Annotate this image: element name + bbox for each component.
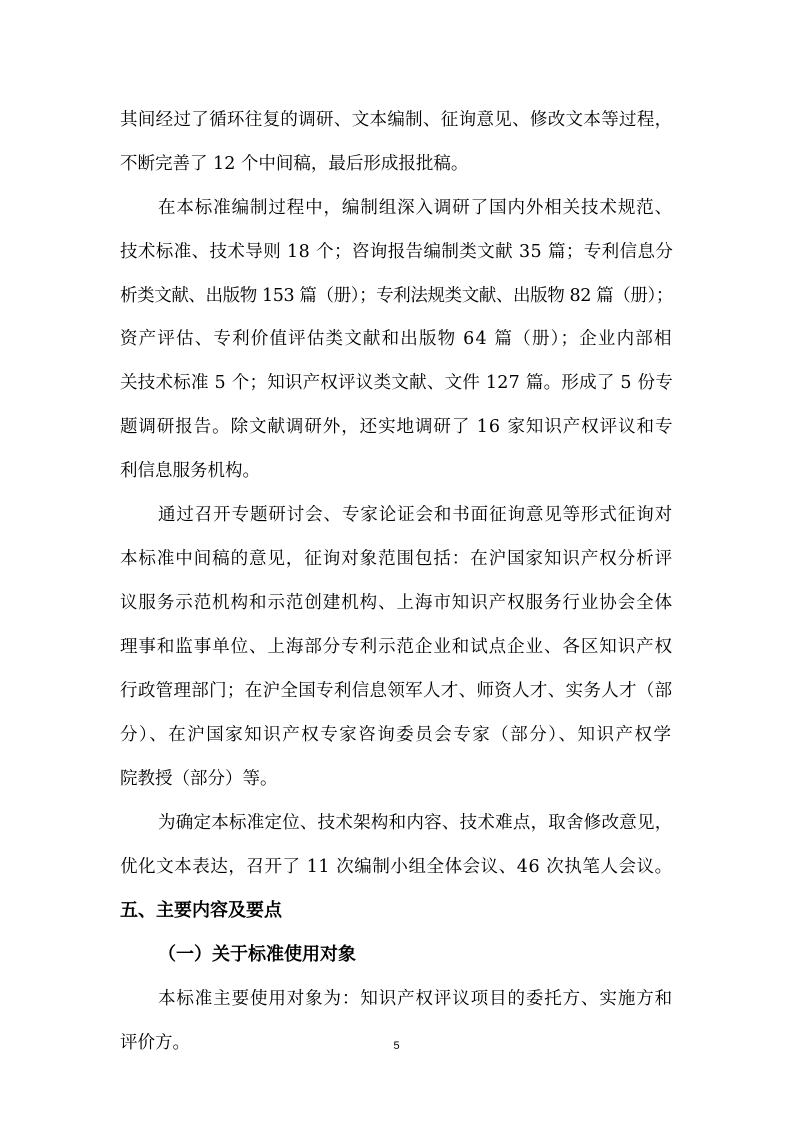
page-number: 5 xyxy=(393,1040,400,1052)
